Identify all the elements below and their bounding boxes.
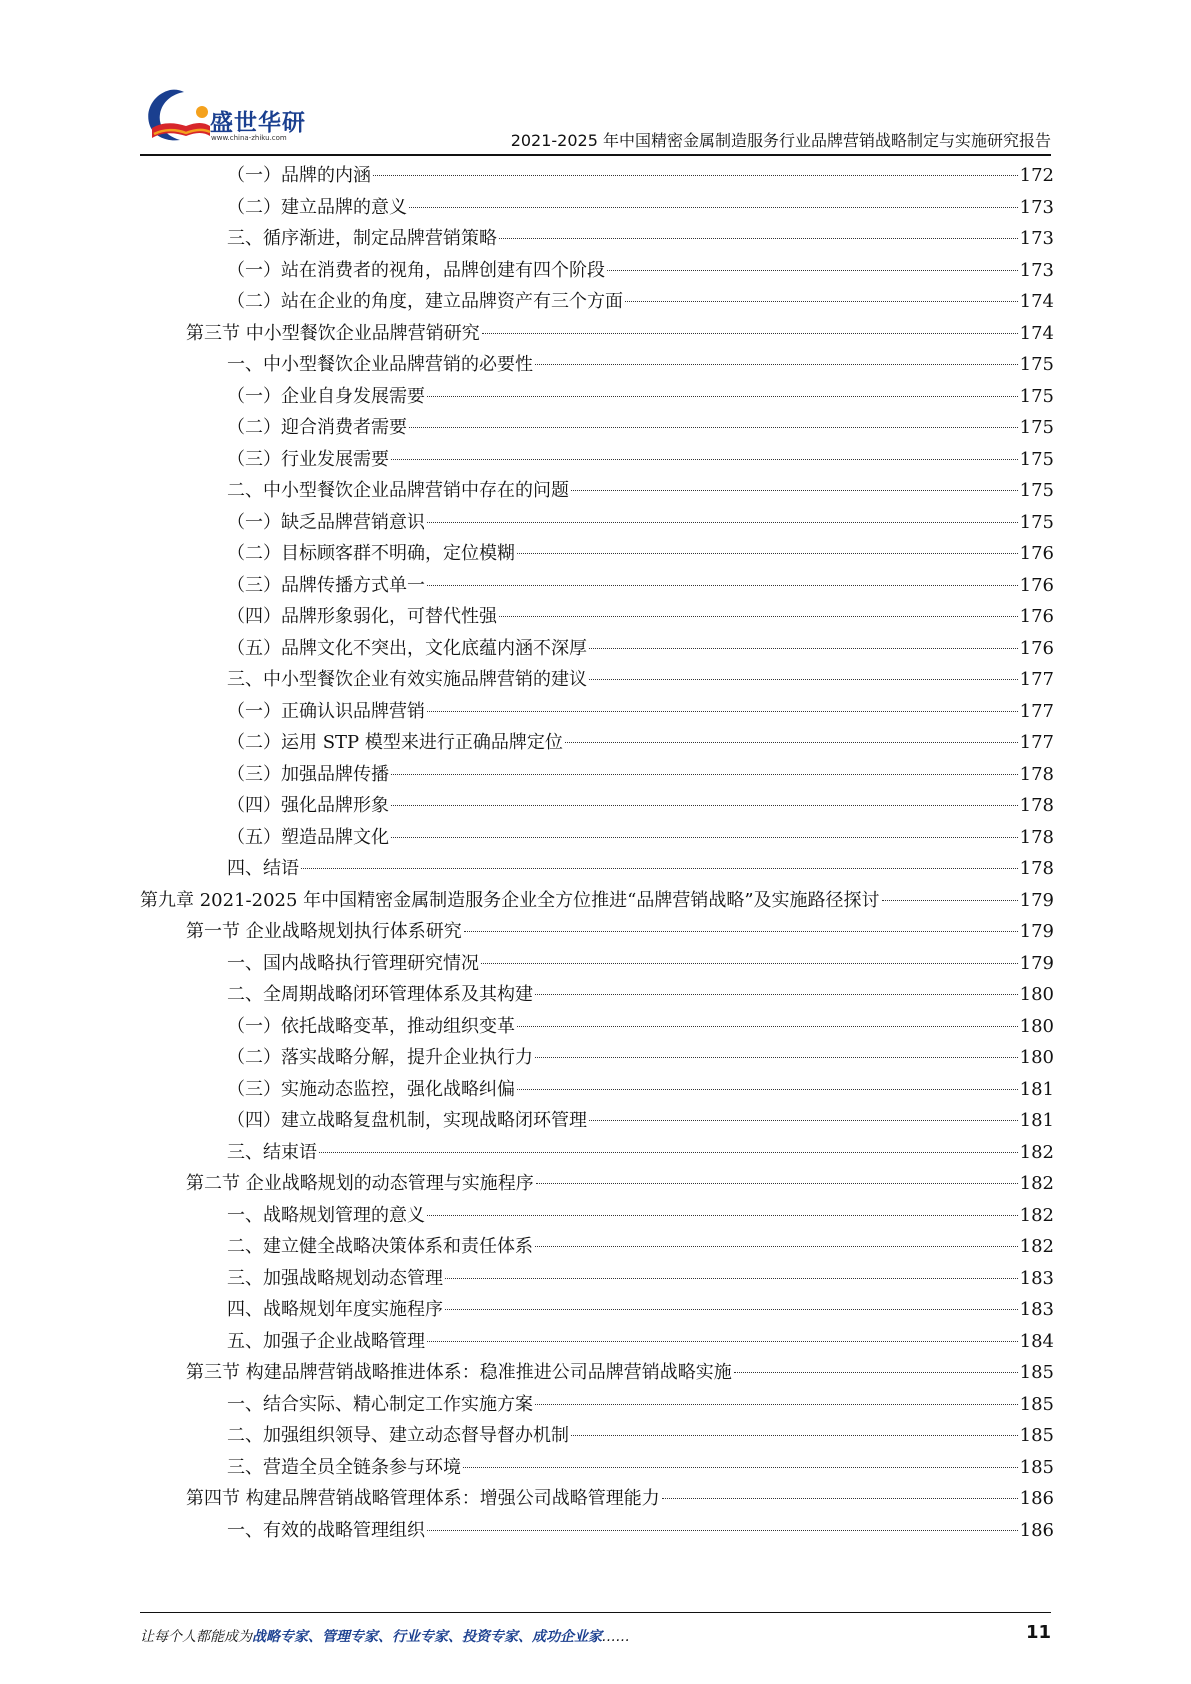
toc-dot-leader: [499, 616, 1018, 617]
toc-entry-page: 176: [1019, 637, 1054, 659]
toc-entry[interactable]: [140, 759, 1054, 791]
toc-entry[interactable]: [140, 1168, 1054, 1200]
toc-entry-title: 第九章 2021-2025 年中国精密金属制造服务企业全方位推进“品牌营销战略”及实施路径探讨: [140, 889, 880, 911]
toc-entry[interactable]: [140, 381, 1054, 413]
toc-entry-title: 二、建立健全战略决策体系和责任体系: [227, 1236, 533, 1257]
toc-entry-title: 四、结语: [227, 858, 299, 879]
logo-text: 盛世华研: [210, 110, 306, 136]
toc-dot-leader: [535, 1057, 1018, 1058]
toc-entry[interactable]: [140, 601, 1054, 633]
toc-entry[interactable]: [140, 223, 1054, 255]
toc-entry-title: 第四节 构建品牌营销战略管理体系：增强公司战略管理能力: [186, 1488, 660, 1509]
toc-entry-page: 180: [1019, 984, 1054, 1005]
toc-entry-page: 176: [1019, 543, 1054, 564]
toc-entry-title: （二）落实战略分解，提升企业执行力: [227, 1047, 533, 1068]
toc-entry[interactable]: [140, 1420, 1054, 1452]
toc-entry-title: 三、中小型餐饮企业有效实施品牌营销的建议: [227, 669, 587, 690]
toc-dot-leader: [482, 333, 1018, 334]
toc-entry[interactable]: [140, 885, 1054, 917]
toc-dot-leader: [589, 648, 1018, 649]
toc-entry-page: 179: [1019, 921, 1054, 942]
toc-entry-page: 179: [1019, 952, 1054, 974]
toc-dot-leader: [571, 490, 1018, 491]
toc-dot-leader: [391, 774, 1018, 775]
toc-entry[interactable]: [140, 1042, 1054, 1074]
toc-entry-title: 第三节 构建品牌营销战略推进体系：稳准推进公司品牌营销战略实施: [186, 1362, 732, 1383]
toc-entry[interactable]: [140, 1515, 1054, 1547]
toc-dot-leader: [535, 994, 1018, 995]
toc-entry[interactable]: [140, 1074, 1054, 1106]
toc-entry-title: （四）品牌形象弱化，可替代性强: [227, 606, 497, 627]
toc-dot-leader: [535, 1246, 1018, 1247]
toc-entry-title: 二、加强组织领导、建立动态督导督办机制: [227, 1425, 569, 1446]
toc-entry[interactable]: [140, 255, 1054, 287]
toc-entry[interactable]: [140, 1389, 1054, 1421]
footer-slogan-highlight: 战略专家、管理专家、行业专家、投资专家、成功企业家: [252, 1629, 602, 1645]
toc-entry-title: （一）企业自身发展需要: [227, 385, 425, 407]
toc-dot-leader: [391, 805, 1018, 806]
toc-dot-leader: [662, 1498, 1018, 1499]
toc-entry-title: 三、加强战略规划动态管理: [227, 1267, 443, 1289]
toc-entry[interactable]: [140, 853, 1054, 885]
toc-dot-leader: [427, 522, 1018, 523]
toc-entry-page: 186: [1019, 1488, 1054, 1509]
toc-entry[interactable]: [140, 538, 1054, 570]
toc-entry[interactable]: [140, 475, 1054, 507]
toc-entry-page: 185: [1019, 1393, 1054, 1415]
toc-entry-page: 185: [1019, 1425, 1054, 1446]
toc-entry-title: （一）品牌的内涵: [227, 165, 371, 186]
toc-entry[interactable]: [140, 696, 1054, 728]
toc-dot-leader: [535, 1404, 1018, 1405]
toc-dot-leader: [589, 1120, 1018, 1121]
toc-entry-page: 182: [1019, 1204, 1054, 1226]
toc-dot-leader: [445, 1278, 1018, 1279]
toc-dot-leader: [319, 1152, 1018, 1153]
toc-dot-leader: [373, 175, 1018, 176]
toc-entry-page: 174: [1019, 291, 1054, 312]
toc-entry[interactable]: [140, 916, 1054, 948]
toc-entry-page: 183: [1019, 1299, 1054, 1320]
toc-entry[interactable]: [140, 1357, 1054, 1389]
toc-entry-page: 185: [1019, 1456, 1054, 1478]
toc-entry-page: 182: [1019, 1236, 1054, 1257]
toc-entry-page: 178: [1019, 763, 1054, 785]
toc-entry-title: （二）运用 STP 模型来进行正确品牌定位: [227, 732, 563, 753]
toc-entry-title: （三）行业发展需要: [227, 448, 389, 470]
toc-dot-leader: [391, 837, 1018, 838]
toc-dot-leader: [625, 301, 1018, 302]
toc-entry-page: 176: [1019, 574, 1054, 596]
toc-dot-leader: [734, 1372, 1018, 1373]
logo-url: www.china-zhiku.com: [211, 134, 287, 142]
toc-dot-leader: [445, 1309, 1018, 1310]
toc-dot-leader: [607, 270, 1018, 271]
toc-entry-title: 一、结合实际、精心制定工作实施方案: [227, 1393, 533, 1415]
toc-entry[interactable]: [140, 1326, 1054, 1358]
toc-entry[interactable]: [140, 1105, 1054, 1137]
toc-entry[interactable]: [140, 507, 1054, 539]
toc-entry-page: 180: [1019, 1015, 1054, 1037]
toc-entry[interactable]: [140, 1200, 1054, 1232]
toc-entry[interactable]: [140, 979, 1054, 1011]
toc-entry[interactable]: [140, 1231, 1054, 1263]
toc-entry[interactable]: [140, 1483, 1054, 1515]
toc-entry-page: 179: [1019, 889, 1054, 911]
toc-dot-leader: [536, 1183, 1018, 1184]
toc-entry-page: 173: [1019, 196, 1054, 218]
toc-dot-leader: [481, 963, 1018, 964]
page-number: 11: [1025, 1622, 1051, 1643]
toc-entry-title: （一）缺乏品牌营销意识: [227, 511, 425, 533]
toc-dot-leader: [589, 679, 1018, 680]
toc-entry-title: （一）正确认识品牌营销: [227, 700, 425, 722]
toc-entry[interactable]: [140, 633, 1054, 665]
toc-entry[interactable]: [140, 822, 1054, 854]
toc-dot-leader: [517, 1089, 1018, 1090]
document-title: 2021-2025 年中国精密金属制造服务行业品牌营销战略制定与实施研究报告: [510, 131, 1051, 150]
toc-entry-page: 185: [1019, 1362, 1054, 1383]
toc-entry-title: 三、营造全员全链条参与环境: [227, 1456, 461, 1478]
toc-entry-page: 173: [1019, 259, 1054, 281]
toc-entry-title: 四、战略规划年度实施程序: [227, 1299, 443, 1320]
toc-dot-leader: [427, 1341, 1018, 1342]
toc-entry[interactable]: [140, 790, 1054, 822]
toc-entry-title: （五）塑造品牌文化: [227, 826, 389, 848]
toc-entry-title: （五）品牌文化不突出，文化底蕴内涵不深厚: [227, 637, 587, 659]
toc-dot-leader: [571, 1435, 1018, 1436]
toc-entry-page: 177: [1019, 669, 1054, 690]
toc-entry-page: 178: [1019, 826, 1054, 848]
toc-entry[interactable]: [140, 412, 1054, 444]
toc-entry-title: （三）实施动态监控，强化战略纠偏: [227, 1078, 515, 1100]
toc-dot-leader: [409, 427, 1018, 428]
toc-entry-title: （三）加强品牌传播: [227, 763, 389, 785]
toc-entry-title: （四）强化品牌形象: [227, 795, 389, 816]
toc-entry-page: 182: [1019, 1141, 1054, 1163]
toc-dot-leader: [464, 931, 1018, 932]
toc-dot-leader: [391, 459, 1018, 460]
toc-dot-leader: [427, 711, 1018, 712]
toc-entry-title: 一、有效的战略管理组织: [227, 1519, 425, 1541]
toc-dot-leader: [517, 1026, 1018, 1027]
toc-entry-page: 175: [1019, 511, 1054, 533]
toc-dot-leader: [463, 1467, 1018, 1468]
toc-dot-leader: [427, 585, 1018, 586]
toc-entry-title: （一）依托战略变革，推动组织变革: [227, 1015, 515, 1037]
toc-entry[interactable]: [140, 160, 1054, 192]
toc-entry-page: 178: [1019, 858, 1054, 879]
toc-entry-page: 177: [1019, 732, 1054, 753]
toc-entry-title: 五、加强子企业战略管理: [227, 1330, 425, 1352]
toc-entry[interactable]: [140, 1011, 1054, 1043]
toc-entry-title: （二）目标顾客群不明确，定位模糊: [227, 543, 515, 564]
page-header: [0, 0, 1191, 160]
toc-dot-leader: [427, 1215, 1018, 1216]
toc-entry-page: 176: [1019, 606, 1054, 627]
toc-entry-page: 184: [1019, 1330, 1054, 1352]
toc-entry-title: 二、全周期战略闭环管理体系及其构建: [227, 984, 533, 1005]
toc-dot-leader: [427, 396, 1018, 397]
toc-entry[interactable]: [140, 727, 1054, 759]
toc-entry-page: 182: [1019, 1173, 1054, 1194]
toc-entry-title: 一、战略规划管理的意义: [227, 1204, 425, 1226]
toc-entry[interactable]: [140, 1137, 1054, 1169]
toc-entry-title: 第二节 企业战略规划的动态管理与实施程序: [186, 1173, 534, 1194]
toc-entry-page: 173: [1019, 228, 1054, 249]
toc-dot-leader: [409, 207, 1018, 208]
toc-entry[interactable]: [140, 664, 1054, 696]
toc-entry-title: （二）建立品牌的意义: [227, 196, 407, 218]
toc-entry-page: 174: [1019, 322, 1054, 344]
footer-rule: [140, 1612, 1051, 1613]
toc-entry-page: 177: [1019, 700, 1054, 722]
toc-entry-title: 一、国内战略执行管理研究情况: [227, 952, 479, 974]
toc-entry-page: 175: [1019, 417, 1054, 438]
footer-slogan: [140, 1626, 630, 1646]
toc-entry-title: 第一节 企业战略规划执行体系研究: [186, 921, 462, 942]
toc-entry-title: （二）站在企业的角度，建立品牌资产有三个方面: [227, 291, 623, 312]
toc-entry[interactable]: [140, 286, 1054, 318]
toc-entry-page: 175: [1019, 385, 1054, 407]
toc-entry[interactable]: [140, 1263, 1054, 1295]
toc-entry-page: 172: [1019, 165, 1054, 186]
toc-dot-leader: [882, 900, 1018, 901]
toc-entry-page: 180: [1019, 1047, 1054, 1068]
toc-entry[interactable]: [140, 1294, 1054, 1326]
toc-entry-page: 181: [1019, 1078, 1054, 1100]
header-rule: [140, 154, 1051, 156]
toc-entry-page: 181: [1019, 1110, 1054, 1131]
toc-entry-title: （一）站在消费者的视角，品牌创建有四个阶段: [227, 259, 605, 281]
toc-entry-title: 第三节 中小型餐饮企业品牌营销研究: [186, 322, 480, 344]
toc-dot-leader: [517, 553, 1018, 554]
toc-entry-title: 三、循序渐进，制定品牌营销策略: [227, 228, 497, 249]
toc-dot-leader: [301, 868, 1018, 869]
toc-entry-page: 175: [1019, 448, 1054, 470]
toc-dot-leader: [565, 742, 1018, 743]
toc-entry[interactable]: [140, 1452, 1054, 1484]
toc-entry[interactable]: [140, 192, 1054, 224]
toc-entry[interactable]: [140, 444, 1054, 476]
toc-dot-leader: [499, 238, 1018, 239]
toc-dot-leader: [535, 364, 1018, 365]
toc-entry-title: 三、结束语: [227, 1141, 317, 1163]
toc-entry-page: 183: [1019, 1267, 1054, 1289]
footer-slogan-prefix: 让每个人都能成为: [140, 1629, 252, 1645]
toc-entry[interactable]: [140, 349, 1054, 381]
toc-entry-page: 175: [1019, 354, 1054, 375]
table-of-contents: [140, 160, 1054, 1546]
toc-entry-title: （三）品牌传播方式单一: [227, 574, 425, 596]
toc-entry-title: 二、中小型餐饮企业品牌营销中存在的问题: [227, 480, 569, 501]
toc-entry[interactable]: [140, 948, 1054, 980]
toc-entry-page: 175: [1019, 480, 1054, 501]
toc-entry-title: （二）迎合消费者需要: [227, 417, 407, 438]
footer-slogan-suffix: ……: [602, 1629, 630, 1645]
toc-dot-leader: [427, 1530, 1018, 1531]
toc-entry[interactable]: [140, 570, 1054, 602]
toc-entry-page: 186: [1019, 1519, 1054, 1541]
toc-entry[interactable]: [140, 318, 1054, 350]
toc-entry-title: （四）建立战略复盘机制，实现战略闭环管理: [227, 1110, 587, 1131]
toc-entry-title: 一、中小型餐饮企业品牌营销的必要性: [227, 354, 533, 375]
toc-entry-page: 178: [1019, 795, 1054, 816]
